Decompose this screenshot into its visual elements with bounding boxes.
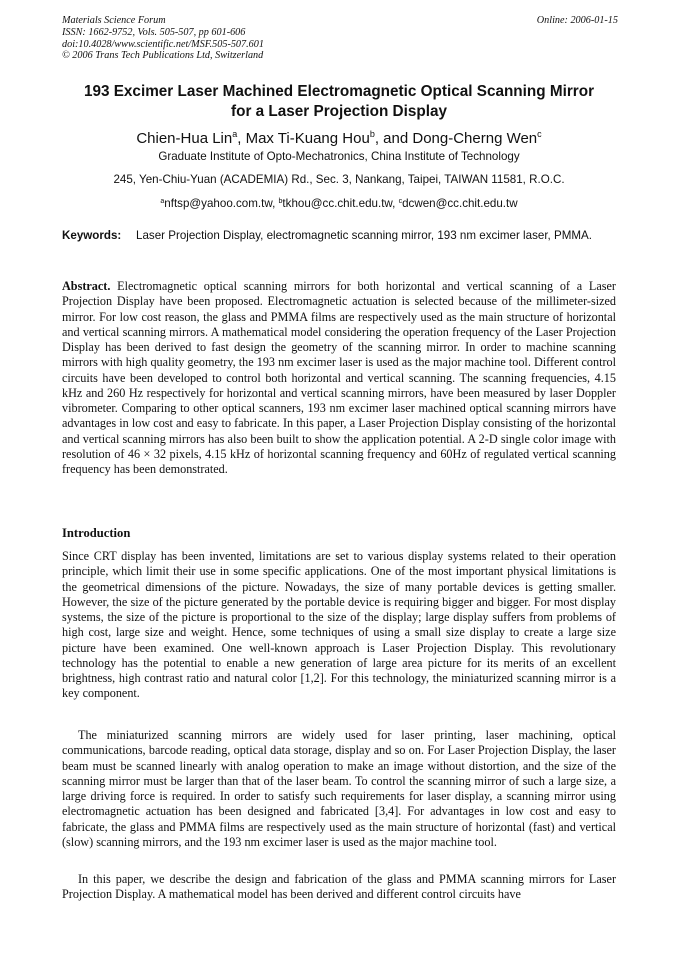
intro-paragraph-3: In this paper, we describe the design and fabrication of the glass and PMMA scanning mirrors for Laser Projection Display. A mathematical model has been derived and different control circuits have bbox=[62, 872, 616, 902]
email-1-sup: a bbox=[160, 198, 165, 205]
keywords-label: Keywords: bbox=[62, 229, 122, 242]
online-date: Online: 2006-01-15 bbox=[536, 15, 618, 26]
issn-line: ISSN: 1662-9752, Vols. 505-507, pp 601-606 bbox=[62, 26, 246, 38]
abstract-text: Electromagnetic optical scanning mirrors for both horizontal and vertical scanning of a Laser Projection Display have been proposed. Electromagnetic actuation is selected because of the millimeter-sized mirror. For low cost reason, the glass and PMMA films are respectively used as the main structure of horizontal and vertical scanning mirrors. A mathematical model considering the operation frequency of the Laser Projection Display has been derived to fast design the geometry of the scanning mirror. In order to machine scanning mirrors with high quality geometry, the 193 nm excimer laser is used as the major machine tool. Different control circuits have been developed to control both horizontal and vertical scanning. The scanning frequencies, 4.15 kHz and 260 Hz respectively for horizontal and vertical scanning mirrors, have been measured by laser Doppler vibrometer. Comparing to other optical scanners, 193 nm excimer laser machined optical scanning mirrors have advantages in low cost and easy to fabricate. In this paper, a Laser Projection Display consisting of the horizontal and vertical scanning mirrors has also been built to show the application potential. A 2-D single color image with resolution of 46 × 32 pixels, 4.15 kHz of horizontal scanning frequency and 60Hz of regulated vertical scanning frequency has been demonstrated. bbox=[62, 279, 616, 476]
author-2: Max Ti-Kuang Hou bbox=[245, 130, 370, 147]
journal-name: Materials Science Forum bbox=[62, 15, 166, 26]
email-3: dcwen@cc.chit.edu.tw bbox=[402, 197, 518, 210]
author-2-sup: b bbox=[369, 129, 375, 139]
author-list bbox=[40, 124, 638, 149]
copyright-line: © 2006 Trans Tech Publications Ltd, Switzerland bbox=[62, 50, 264, 62]
author-sep-1: , bbox=[237, 130, 246, 147]
author-3-sup: c bbox=[537, 129, 542, 139]
affiliation-address: 245, Yen-Chiu-Yuan (ACADEMIA) Rd., Sec. 3, Nankang, Taipei, TAIWAN 11581, R.O.C. bbox=[113, 173, 565, 186]
keywords-text: Laser Projection Display, electromagnetic scanning mirror, 193 nm excimer laser, PMMA. bbox=[136, 229, 592, 242]
email-3-sup: c bbox=[398, 198, 403, 205]
author-3: Dong-Cherng Wen bbox=[412, 130, 538, 147]
affiliation-institute: Graduate Institute of Opto-Mechatronics, China Institute of Technology bbox=[158, 150, 520, 163]
intro-paragraph-1: Since CRT display has been invented, limitations are set to various display systems related to their operation principle, which limit their use in some specific applications. One of the most important physical limitations is the geometrical dimensions of the picture. Nowadays, the size of many portable devices is getting smaller. However, the size of the picture generated by the portable device is requiring bigger and bigger. For most display systems, the size of the picture is proportional to the size of the display; large display suffers from problems of high cost, large size and weight. Hence, some techniques of using a small size display to create a large size picture have been examined. One well-known approach is Laser Projection Display. This revolutionary technology has the potential to enable a new generation of large area picture for its merits of an excellent brightness, high contrast ratio and natural color [1,2]. For this technology, the miniaturized scanning mirror is a key component. bbox=[62, 549, 616, 701]
email-2: tkhou@cc.chit.edu.tw, bbox=[282, 197, 399, 210]
affiliation-emails bbox=[40, 195, 638, 211]
intro-paragraph-2: The miniaturized scanning mirrors are widely used for laser printing, laser machining, optical communications, barcode reading, optical data storage, display and so on. For Laser Projection Display, the laser beam must be scanned linearly with analog operation to make an image without distortion, and the size of the scanning mirror must be larger than that of the laser beam. To control the scanning mirror of such a large size, a large driving force is required. In order to satisfy such requirements for laser display, a scanning mirror using electromagnetic actuation has been designed and fabricated [3,4]. For advantages in low cost and easy to fabricate, the glass and PMMA films are respectively used as the main structure of horizontal (fast) and vertical (slow) scanning mirrors, and the 193 nm excimer laser is used as the major machine tool. bbox=[62, 728, 616, 849]
abstract-paragraph bbox=[62, 279, 616, 477]
doi-line: doi:10.4028/www.scientific.net/MSF.505-507.601 bbox=[62, 38, 264, 50]
title-line-1: 193 Excimer Laser Machined Electromagnetic Optical Scanning Mirror bbox=[83, 83, 595, 100]
author-1: Chien-Hua Lin bbox=[136, 130, 233, 147]
author-sep-2: , and bbox=[374, 130, 413, 147]
email-1: nftsp@yahoo.com.tw, bbox=[164, 197, 279, 210]
paper-title bbox=[40, 82, 638, 122]
journal-header bbox=[62, 15, 618, 62]
title-line-2: for a Laser Projection Display bbox=[231, 103, 447, 120]
author-1-sup: a bbox=[232, 129, 238, 139]
keywords-block bbox=[62, 228, 618, 243]
abstract-label: Abstract. bbox=[62, 279, 111, 293]
email-2-sup: b bbox=[278, 198, 283, 205]
introduction-heading: Introduction bbox=[62, 526, 131, 540]
